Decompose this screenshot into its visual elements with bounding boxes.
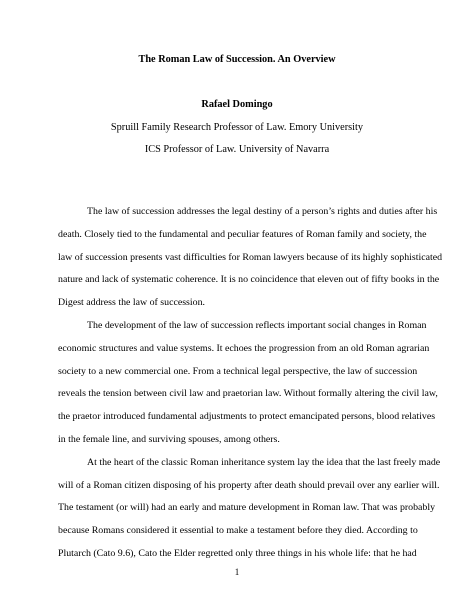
body-text-line: death. Closely tied to the fundamental and peculiar features of Roman family and society, the [58,229,427,240]
body-text-line: Plutarch (Cato 9.6), Cato the Elder regretted only three things in his whole life: that he had [58,548,417,559]
author-affiliation: Spruill Family Research Professor of Law. Emory University [110,122,364,133]
body-text-line: nature and lack of systematic coherence. It is no coincidence that eleven out of fifty books in the [58,274,440,285]
body-text-line: Digest address the law of succession. [58,297,205,308]
author-affiliation: ICS Professor of Law. University of Navarra [144,144,330,155]
page-number: 1 [234,567,240,577]
body-text-line: The development of the law of succession reflects important social changes in Roman [87,320,427,331]
body-text-line: At the heart of the classic Roman inheritance system lay the idea that the last freely made [87,457,441,468]
body-text-line: economic structures and value systems. It echoes the progression from an old Roman agrarian [58,343,430,354]
body-text-line: society to a new commercial one. From a technical legal perspective, the law of succession [58,366,418,377]
body-text-line: The testament (or will) had an early and mature development in Roman law. That was probably [58,502,436,513]
body-text-line: because Romans considered it essential to make a testament before they died. According to [58,525,418,536]
body-text-line: will of a Roman citizen disposing of his property after death should prevail over any earlier will. [58,480,440,491]
body-text-line: the praetor introduced fundamental adjustments to protect emancipated persons, blood relatives [58,411,436,422]
body-text-line: law of succession presents vast difficulties for Roman lawyers because of its highly sophisticated [58,252,443,263]
body-text-line: reveals the tension between civil law and praetorian law. Without formally altering the civil law, [58,388,438,399]
body-text-line: The law of succession addresses the legal destiny of a person’s rights and duties after his [87,206,438,217]
author-name: Rafael Domingo [201,99,273,110]
paper-title: The Roman Law of Succession. An Overview [138,54,336,65]
body-text-line: in the female line, and surviving spouses, among others. [58,434,280,445]
